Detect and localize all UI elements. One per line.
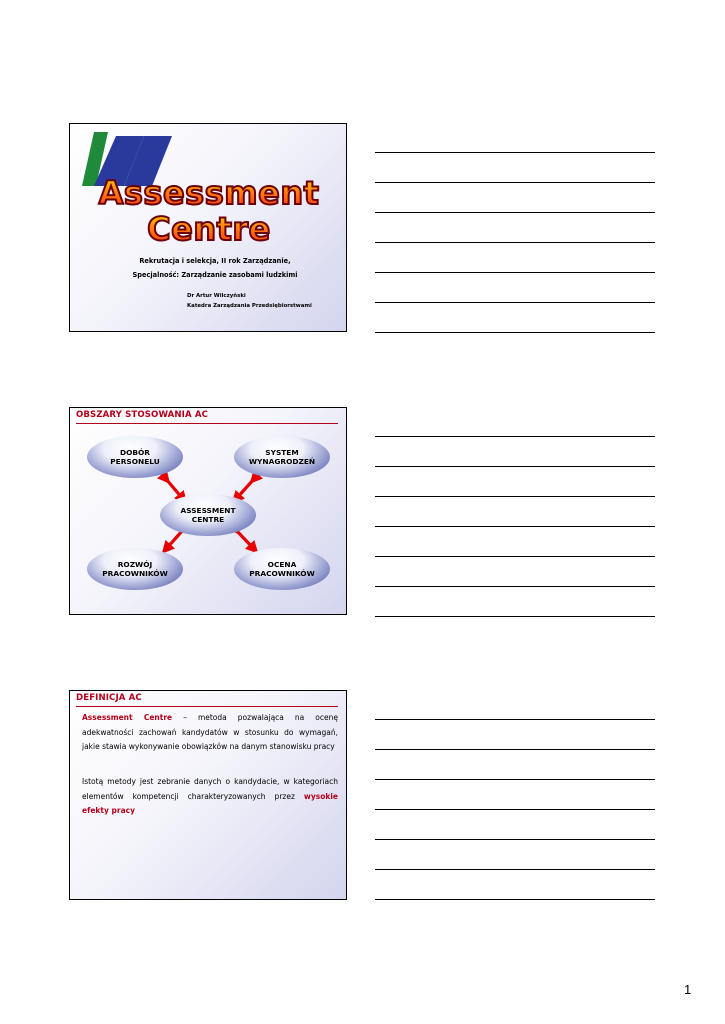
- page-number: 1: [684, 982, 692, 997]
- essence-paragraph: [82, 775, 338, 819]
- slide-definition: [69, 690, 347, 900]
- node-rozwoj-pracownikow: ROZWÓJ PRACOWNIKÓW: [87, 548, 183, 590]
- subtitle-line-2: Specjalność: Zarządzanie zasobami ludzkimi: [132, 271, 298, 279]
- node-ocena-pracownikow: OCENA PRACOWNIKÓW: [234, 548, 330, 590]
- slide-heading: OBSZARY STOSOWANIA AC: [76, 410, 208, 420]
- author: Dr Artur Wilczyński: [187, 293, 246, 299]
- title-art: [70, 174, 347, 246]
- department: Katedra Zarządzania Przedsiębiorstwami: [187, 303, 312, 309]
- node-dobor-personelu: DOBÓR PERSONELU: [87, 436, 183, 478]
- subtitle-line-1: Rekrutacja i selekcja, II rok Zarządzanie,: [139, 257, 291, 265]
- node-system-wynagrodzen: SYSTEM WYNAGRODZEŃ: [234, 436, 330, 478]
- definition-text: – metoda pozwalająca na ocenę adekwatności zachowań kandydatów w stosunku do wymagań, jakie stawia wykonywanie obowiązków na danym stanowisku pracy: [82, 713, 338, 751]
- heading-rule: [76, 706, 338, 707]
- node-assessment-centre: ASSESSMENT CENTRE: [160, 494, 256, 536]
- essence-highlight: wysokie efekty pracy: [82, 791, 338, 815]
- slide-title: [69, 123, 347, 332]
- title-line-2: Centre: [147, 210, 271, 246]
- essence-text: Istotą metody jest zebranie danych o kandydacie, w kategoriach elementów kompetencji charakteryzowanych przez: [82, 777, 338, 801]
- definition-term: Assessment Centre: [82, 713, 173, 722]
- title-line-1: Assessment: [98, 174, 320, 212]
- definition-paragraph: [82, 711, 338, 755]
- slide-areas: [69, 407, 347, 615]
- slide-heading: DEFINICJA AC: [76, 693, 142, 703]
